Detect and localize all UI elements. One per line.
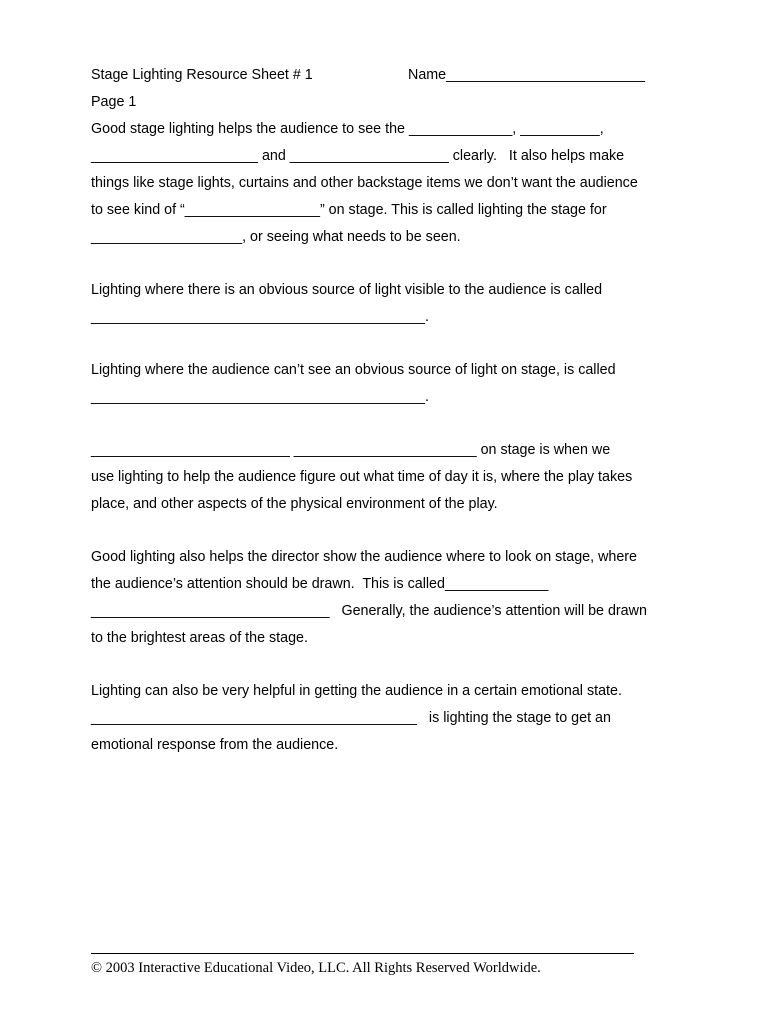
paragraph-5-line-1: Good lighting also helps the director show the audience where to look on stage, where xyxy=(91,549,638,565)
paragraph-1-line-3: things like stage lights, curtains and other backstage items we don’t want the audience xyxy=(91,175,638,191)
paragraph-3-line-1: Lighting where the audience can’t see an obvious source of light on stage, is called xyxy=(91,362,616,378)
paragraph-4-line-1: _________________________ _______________________ on stage is when we xyxy=(91,442,611,458)
footer-divider xyxy=(91,953,634,954)
paragraph-5-line-4: to the brightest areas of the stage. xyxy=(91,630,308,646)
paragraph-1-line-2: _____________________ and ____________________ clearly. It also helps make xyxy=(91,148,625,164)
paragraph-4-line-3: place, and other aspects of the physical environment of the play. xyxy=(91,496,498,512)
paragraph-6-line-3: emotional response from the audience. xyxy=(91,737,339,753)
page-number: Page 1 xyxy=(91,94,137,110)
paragraph-4-line-2: use lighting to help the audience figure out what time of day it is, where the play takes xyxy=(91,469,633,485)
paragraph-5-line-3: ______________________________ Generally, the audience’s attention will be drawn xyxy=(91,603,647,619)
copyright-footer: © 2003 Interactive Educational Video, LLC. All Rights Reserved Worldwide. xyxy=(91,960,541,976)
paragraph-6-line-2: _________________________________________ is lighting the stage to get an xyxy=(91,710,611,726)
sheet-title: Stage Lighting Resource Sheet # 1 xyxy=(91,67,313,83)
paragraph-5-line-2: the audience’s attention should be drawn. This is called_____________ xyxy=(91,576,549,592)
paragraph-1-line-1: Good stage lighting helps the audience to see the _____________, __________, xyxy=(91,121,604,137)
paragraph-1-line-5: ___________________, or seeing what needs to be seen. xyxy=(91,229,461,245)
paragraph-2-blank: __________________________________________. xyxy=(91,309,429,325)
paragraph-2-line-1: Lighting where there is an obvious source of light visible to the audience is called xyxy=(91,282,603,298)
name-field-label: Name_________________________ xyxy=(408,67,645,83)
paragraph-1-line-4: to see kind of “_________________” on stage. This is called lighting the stage for xyxy=(91,202,607,218)
paragraph-3-blank: __________________________________________. xyxy=(91,389,429,405)
paragraph-6-line-1: Lighting can also be very helpful in getting the audience in a certain emotional state. xyxy=(91,683,622,699)
